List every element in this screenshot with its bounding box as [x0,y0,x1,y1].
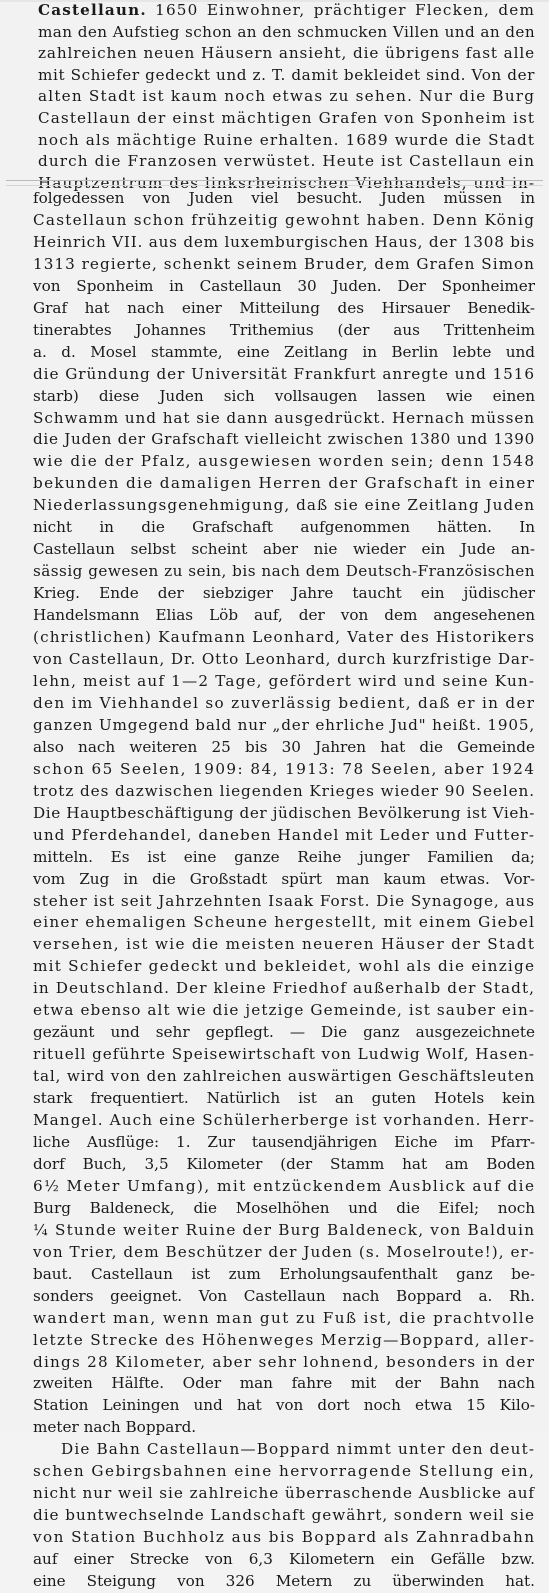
text-line: 1313 regierte, schenkt seinem Bruder, dem Grafen Simon [33,254,536,273]
main-clipping [33,188,536,1591]
text-line: Krieg. Ende der siebziger Jahre taucht ein jüdischer [33,584,535,603]
text-line: trotz des dazwischen liegenden Krieges wieder 90 Seelen. [33,781,535,800]
text-line: Die Bahn Castellaun—Boppard nimmt unter den deut- [61,1440,536,1459]
text-line: Castellaun selbst scheint aber nie wieder ein Jude an- [33,540,535,559]
text-line: auf einer Strecke von 6,3 Kilometern ein Gefälle bzw. [33,1550,535,1569]
text-line: einer ehemaligen Scheune hergestellt, mit einem Giebel [33,913,536,932]
text-line: die Gründung der Universität Frankfurt anregte und 1516 [33,364,535,383]
top-clipping [38,0,536,192]
text-line: Castellaun schon frühzeitig gewohnt haben. Denn König [33,210,536,229]
text-line: durch die Franzosen verwüstet. Heute ist Castellaun ein [38,152,536,171]
text-line: gezäunt und sehr gepflegt. — Die ganz ausgezeichnete [33,1023,535,1042]
text-line: starb) diese Juden sich vollsaugen lassen wie einen [33,386,535,405]
text-line: liche Ausflüge: 1. Zur tausendjährigen Eiche im Pfarr- [33,1132,535,1151]
text-line: von Station Buchholz aus bis Boppard als Zahnradbahn [33,1528,536,1547]
text-line: Mangel. Auch eine Schülerherberge ist vorhanden. Herr- [33,1111,536,1130]
text-line: von Trier, dem Beschützer der Juden (s. Moselroute!), er- [33,1242,536,1261]
text-line: in Deutschland. Der kleine Friedhof außerhalb der Stadt, [33,979,536,998]
text-line: zweiten Hälfte. Oder man fahre mit der Bahn nach [33,1374,535,1393]
text-line: ¼ Stunde weiter Ruine der Burg Baldeneck, von Balduin [33,1220,536,1239]
text-line: Handelsmann Elias Löb auf, der von dem angesehenen [33,606,535,625]
text-line: Niederlassungsgenehmigung, daß sie eine Zeitlang Juden [33,496,536,515]
text-line: wie die der Pfalz, ausgewiesen worden sein; denn 1548 [33,452,536,471]
text-line: eine Steigung von 326 Metern zu überwinden hat. [33,1572,535,1591]
text-line: steher ist seit Jahrzehnten Isaak Forst. Die Synagoge, aus [33,891,535,910]
text-line: sonders geeignet. Von Castellaun nach Boppard a. Rh. [33,1286,535,1305]
text-line: Burg Baldeneck, die Moselhöhen und die Eifel; noch [33,1198,535,1217]
text-line: alten Stadt ist kaum noch etwas zu sehen. Nur die Burg [38,87,536,106]
text-line: noch als mächtige Ruine erhalten. 1689 wurde die Stadt [38,130,536,149]
text-line: von Castellaun, Dr. Otto Leonhard, durch kurzfristige Dar- [33,650,535,669]
text-line: Graf hat nach einer Mitteilung des Hirsauer Benedik- [33,298,535,317]
text-line: schon 65 Seelen, 1909: 84, 1913: 78 Seelen, aber 1924 [33,759,536,778]
text-line: Heinrich VII. aus dem luxemburgischen Haus, der 1308 bis [33,232,535,251]
text-line: die Juden der Grafschaft vielleicht zwischen 1380 und 1390 [33,430,535,449]
text-line: (christlichen) Kaufmann Leonhard, Vater des Historikers [33,628,536,647]
text-line: lehn, meist auf 1—2 Tage, gefördert wird und seine Kun- [33,671,536,690]
text-line: bekunden die damaligen Herren der Grafschaft in einer [33,474,536,493]
text-line: rituell geführte Speisewirtschaft von Ludwig Wolf, Hasen- [33,1045,535,1064]
text-line: versehen, ist wie die meisten neueren Häuser der Stadt [33,935,536,954]
first-line [38,0,535,22]
text-line: baut. Castellaun ist zum Erholungsaufenthalt ganz be- [33,1264,535,1283]
text-line: Schwamm und hat sie dann ausgedrückt. Hernach müssen [33,408,535,427]
text-line: dorf Buch, 3,5 Kilometer (der Stamm hat am Boden [33,1154,535,1173]
text-line: sässig gewesen zu sein, bis nach dem Deutsch-Französischen [33,562,535,581]
text-line: mit Schiefer gedeckt und z. T. damit bekleidet sind. Von der [38,65,535,84]
text-line: wandert man, wenn man gut zu Fuß ist, die prachtvolle [33,1308,536,1327]
text-line: folgedessen von Juden viel besucht. Juden müssen in [33,189,535,207]
text-line: und Pferdehandel, daneben Handel mit Leder und Futter- [33,825,536,844]
text-line: also nach weiteren 25 bis 30 Jahren hat die Gemeinde [33,737,535,756]
text-line: Station Leiningen und hat von dort noch etwa 15 Kilo- [33,1396,535,1415]
text-line: mitteln. Es ist eine ganze Reihe junger Familien da; [33,847,535,866]
text-line: a. d. Mosel stammte, eine Zeitlang in Berlin lebte und [33,342,535,361]
text-line: dings 28 Kilometer, aber sehr lohnend, besonders in der [33,1352,536,1371]
text-line: man den Aufstieg schon an den schmucken Villen und an den [38,22,535,41]
text-line: letzte Strecke des Höhenweges Merzig—Boppard, aller- [33,1330,536,1349]
text-line: mit Schiefer gedeckt und bekleidet, wohl als die einzige [33,957,536,976]
text-line: zahlreichen neuen Häusern ansieht, die übrigens fast alle [38,44,535,63]
text-line: meter nach Boppard. [33,1418,197,1437]
place-heading: Castellaun. [38,1,147,19]
text-line: stark frequentiert. Natürlich ist an guten Hotels kein [33,1089,535,1108]
text-line: Hauptzentrum des linksrheinischen Viehhandels, und in- [38,173,536,192]
text-line: Castellaun der einst mächtigen Grafen von Sponheim ist [38,108,536,127]
text-line: die buntwechselnde Landschaft gewährt, sondern weil sie [33,1506,535,1525]
text-line: etwa ebenso alt wie die jetzige Gemeinde, ist sauber ein- [33,1001,536,1020]
text-line: schen Gebirgsbahnen eine hervorragende Stellung ein, [33,1462,536,1481]
text-line: nicht in die Grafschaft aufgenommen hätten. In [33,518,535,537]
text-line: von Sponheim in Castellaun 30 Juden. Der Sponheimer [33,276,535,295]
text-line: den im Viehhandel so zuverlässig bedient, daß er in der [33,693,536,712]
text-line: ganzen Umgegend bald nur „der ehrliche Jud" heißt. 1905, [33,715,535,734]
text-line: tinerabtes Johannes Trithemius (der aus Trittenheim [33,320,535,339]
text-line: tal, wird von den zahlreichen auswärtigen Geschäftsleuten [33,1067,535,1086]
text-line: nicht nur weil sie zahlreiche überraschende Ausblicke auf [33,1484,535,1503]
clipping-separator [6,180,543,186]
text-line: vom Zug in die Großstadt spürt man kaum etwas. Vor- [33,869,535,888]
text-line: 6½ Meter Umfang), mit entzückendem Ausblick auf die [33,1176,536,1195]
text-line: Die Hauptbeschäftigung der jüdischen Bevölkerung ist Vieh- [33,803,535,822]
first-line-text: 1650 Einwohner, prächtiger Flecken, dem [155,1,536,19]
